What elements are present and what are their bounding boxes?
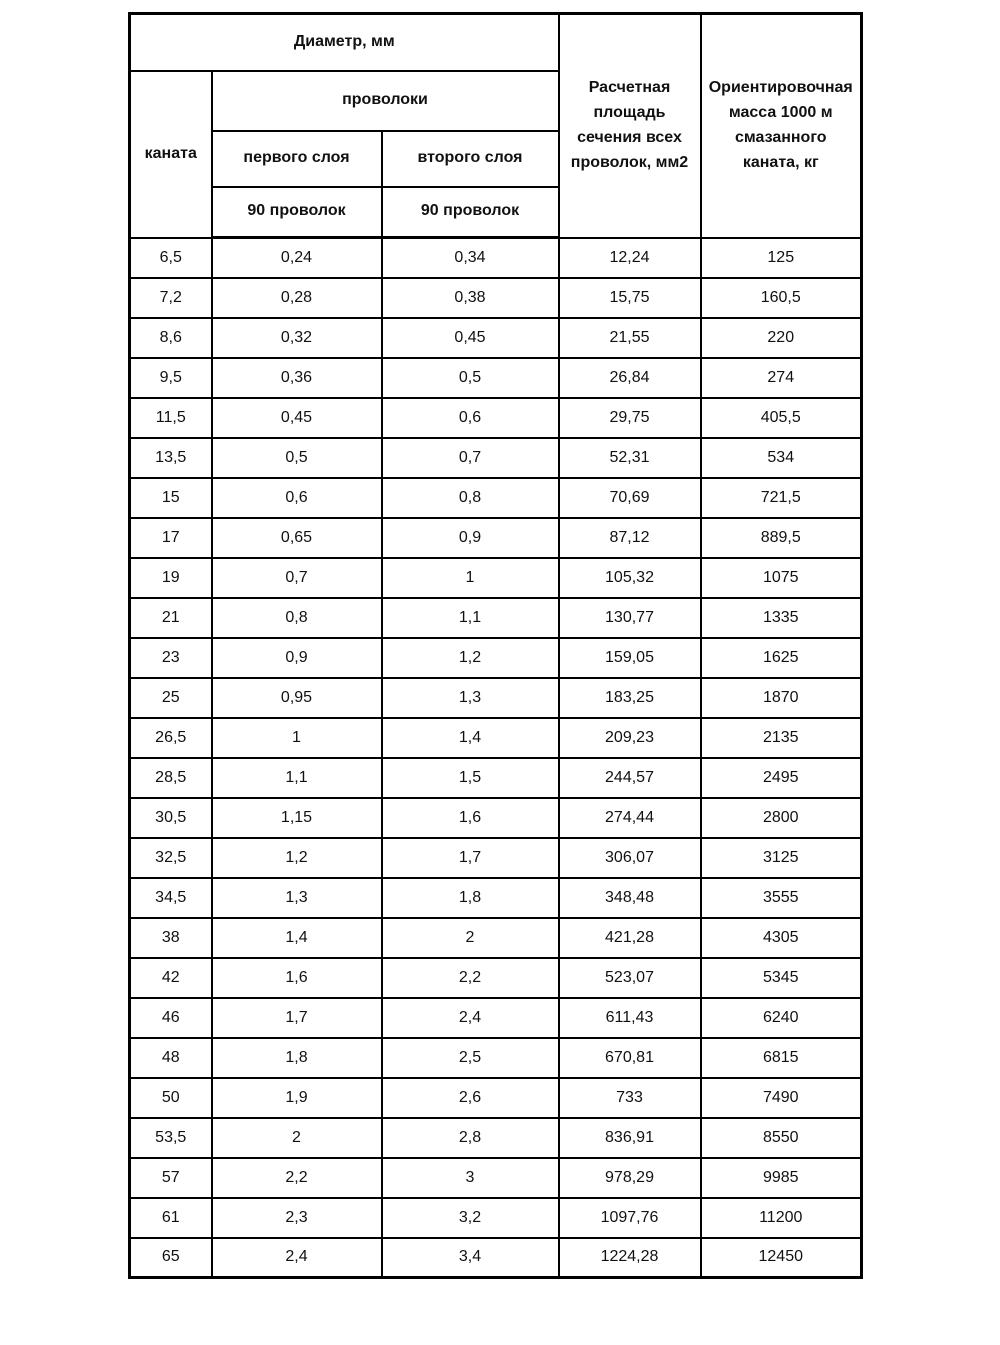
cell-mass: 3125 (701, 838, 862, 878)
cell-first-layer-wire-diameter: 2,2 (212, 1158, 382, 1198)
table-row (130, 598, 862, 638)
cell-section-area: 733 (559, 1078, 701, 1118)
cell-rope-diameter: 25 (130, 678, 212, 718)
cell-first-layer-wire-diameter: 0,36 (212, 358, 382, 398)
cell-rope-diameter: 32,5 (130, 838, 212, 878)
cell-mass: 2495 (701, 758, 862, 798)
cell-second-layer-wire-diameter: 0,45 (382, 318, 559, 358)
table-row (130, 1198, 862, 1238)
table-row (130, 878, 862, 918)
cell-second-layer-wire-diameter: 0,9 (382, 518, 559, 558)
table-row (130, 398, 862, 438)
cell-mass: 7490 (701, 1078, 862, 1118)
cell-second-layer-wire-diameter: 0,34 (382, 238, 559, 278)
table-row (130, 318, 862, 358)
cell-mass: 6815 (701, 1038, 862, 1078)
cell-mass: 534 (701, 438, 862, 478)
table-row (130, 758, 862, 798)
cell-first-layer-wire-diameter: 1,1 (212, 758, 382, 798)
header-second-layer-wire-count: 90 проволок (382, 187, 559, 238)
cell-section-area: 130,77 (559, 598, 701, 638)
header-wires-group: проволоки (212, 71, 559, 131)
cell-mass: 721,5 (701, 478, 862, 518)
table-body (130, 238, 862, 1278)
cell-section-area: 209,23 (559, 718, 701, 758)
cell-rope-diameter: 38 (130, 918, 212, 958)
cell-mass: 2800 (701, 798, 862, 838)
cell-second-layer-wire-diameter: 0,7 (382, 438, 559, 478)
cell-first-layer-wire-diameter: 2,4 (212, 1238, 382, 1278)
cell-mass: 4305 (701, 918, 862, 958)
cell-second-layer-wire-diameter: 3 (382, 1158, 559, 1198)
cell-mass: 274 (701, 358, 862, 398)
cell-second-layer-wire-diameter: 1,1 (382, 598, 559, 638)
cell-rope-diameter: 19 (130, 558, 212, 598)
cell-first-layer-wire-diameter: 0,32 (212, 318, 382, 358)
cell-rope-diameter: 34,5 (130, 878, 212, 918)
table-header (130, 14, 862, 238)
table-row (130, 478, 862, 518)
cell-second-layer-wire-diameter: 1,2 (382, 638, 559, 678)
cell-rope-diameter: 8,6 (130, 318, 212, 358)
rope-spec-table-container (128, 12, 863, 1279)
cell-rope-diameter: 7,2 (130, 278, 212, 318)
cell-second-layer-wire-diameter: 0,5 (382, 358, 559, 398)
cell-rope-diameter: 61 (130, 1198, 212, 1238)
cell-first-layer-wire-diameter: 1,7 (212, 998, 382, 1038)
cell-second-layer-wire-diameter: 1 (382, 558, 559, 598)
cell-section-area: 421,28 (559, 918, 701, 958)
cell-section-area: 274,44 (559, 798, 701, 838)
cell-rope-diameter: 15 (130, 478, 212, 518)
cell-mass: 1625 (701, 638, 862, 678)
cell-rope-diameter: 46 (130, 998, 212, 1038)
header-first-layer: первого слоя (212, 131, 382, 187)
cell-section-area: 52,31 (559, 438, 701, 478)
rope-spec-table (128, 12, 863, 1279)
cell-rope-diameter: 17 (130, 518, 212, 558)
table-row (130, 1038, 862, 1078)
cell-second-layer-wire-diameter: 1,6 (382, 798, 559, 838)
cell-first-layer-wire-diameter: 0,5 (212, 438, 382, 478)
cell-first-layer-wire-diameter: 0,8 (212, 598, 382, 638)
cell-rope-diameter: 30,5 (130, 798, 212, 838)
cell-rope-diameter: 28,5 (130, 758, 212, 798)
cell-first-layer-wire-diameter: 0,9 (212, 638, 382, 678)
table-row (130, 998, 862, 1038)
table-row (130, 518, 862, 558)
cell-mass: 1075 (701, 558, 862, 598)
cell-second-layer-wire-diameter: 2,5 (382, 1038, 559, 1078)
cell-first-layer-wire-diameter: 1,2 (212, 838, 382, 878)
cell-rope-diameter: 13,5 (130, 438, 212, 478)
cell-section-area: 611,43 (559, 998, 701, 1038)
cell-rope-diameter: 65 (130, 1238, 212, 1278)
cell-second-layer-wire-diameter: 2,4 (382, 998, 559, 1038)
cell-first-layer-wire-diameter: 1,15 (212, 798, 382, 838)
cell-mass: 8550 (701, 1118, 862, 1158)
cell-section-area: 183,25 (559, 678, 701, 718)
cell-first-layer-wire-diameter: 0,28 (212, 278, 382, 318)
table-row (130, 358, 862, 398)
cell-first-layer-wire-diameter: 0,6 (212, 478, 382, 518)
cell-section-area: 1097,76 (559, 1198, 701, 1238)
cell-mass: 11200 (701, 1198, 862, 1238)
cell-second-layer-wire-diameter: 3,4 (382, 1238, 559, 1278)
cell-mass: 125 (701, 238, 862, 278)
cell-section-area: 15,75 (559, 278, 701, 318)
header-mass-column: Ориентировочная масса 1000 м смазанного каната, кг (701, 14, 862, 238)
cell-mass: 405,5 (701, 398, 862, 438)
cell-section-area: 306,07 (559, 838, 701, 878)
cell-second-layer-wire-diameter: 1,7 (382, 838, 559, 878)
cell-section-area: 978,29 (559, 1158, 701, 1198)
table-row (130, 1118, 862, 1158)
cell-second-layer-wire-diameter: 3,2 (382, 1198, 559, 1238)
cell-second-layer-wire-diameter: 2,6 (382, 1078, 559, 1118)
cell-mass: 220 (701, 318, 862, 358)
cell-mass: 2135 (701, 718, 862, 758)
cell-first-layer-wire-diameter: 1 (212, 718, 382, 758)
cell-first-layer-wire-diameter: 1,3 (212, 878, 382, 918)
cell-mass: 160,5 (701, 278, 862, 318)
table-row (130, 238, 862, 278)
table-row (130, 838, 862, 878)
cell-rope-diameter: 11,5 (130, 398, 212, 438)
cell-first-layer-wire-diameter: 0,7 (212, 558, 382, 598)
cell-section-area: 105,32 (559, 558, 701, 598)
cell-first-layer-wire-diameter: 2 (212, 1118, 382, 1158)
cell-mass: 5345 (701, 958, 862, 998)
header-diameter-group: Диаметр, мм (130, 14, 559, 71)
cell-rope-diameter: 9,5 (130, 358, 212, 398)
table-row (130, 1238, 862, 1278)
cell-mass: 889,5 (701, 518, 862, 558)
header-first-layer-wire-count: 90 проволок (212, 187, 382, 238)
cell-second-layer-wire-diameter: 1,8 (382, 878, 559, 918)
cell-mass: 9985 (701, 1158, 862, 1198)
table-row (130, 638, 862, 678)
table-row (130, 678, 862, 718)
cell-section-area: 26,84 (559, 358, 701, 398)
cell-section-area: 70,69 (559, 478, 701, 518)
cell-rope-diameter: 50 (130, 1078, 212, 1118)
table-row (130, 558, 862, 598)
table-row (130, 1158, 862, 1198)
table-row (130, 718, 862, 758)
cell-section-area: 12,24 (559, 238, 701, 278)
cell-mass: 1870 (701, 678, 862, 718)
table-row (130, 958, 862, 998)
cell-mass: 3555 (701, 878, 862, 918)
cell-rope-diameter: 57 (130, 1158, 212, 1198)
cell-second-layer-wire-diameter: 1,4 (382, 718, 559, 758)
cell-section-area: 523,07 (559, 958, 701, 998)
table-row (130, 918, 862, 958)
cell-second-layer-wire-diameter: 0,8 (382, 478, 559, 518)
cell-rope-diameter: 6,5 (130, 238, 212, 278)
cell-second-layer-wire-diameter: 2 (382, 918, 559, 958)
table-row (130, 798, 862, 838)
cell-mass: 1335 (701, 598, 862, 638)
cell-section-area: 29,75 (559, 398, 701, 438)
header-rope-column: каната (130, 71, 212, 238)
cell-section-area: 670,81 (559, 1038, 701, 1078)
cell-section-area: 159,05 (559, 638, 701, 678)
cell-first-layer-wire-diameter: 1,6 (212, 958, 382, 998)
table-row (130, 278, 862, 318)
cell-section-area: 244,57 (559, 758, 701, 798)
cell-section-area: 836,91 (559, 1118, 701, 1158)
table-row (130, 1078, 862, 1118)
cell-second-layer-wire-diameter: 2,2 (382, 958, 559, 998)
cell-rope-diameter: 23 (130, 638, 212, 678)
cell-first-layer-wire-diameter: 2,3 (212, 1198, 382, 1238)
header-second-layer: второго слоя (382, 131, 559, 187)
cell-rope-diameter: 48 (130, 1038, 212, 1078)
cell-first-layer-wire-diameter: 1,9 (212, 1078, 382, 1118)
cell-rope-diameter: 53,5 (130, 1118, 212, 1158)
cell-section-area: 21,55 (559, 318, 701, 358)
cell-mass: 12450 (701, 1238, 862, 1278)
cell-section-area: 348,48 (559, 878, 701, 918)
cell-second-layer-wire-diameter: 2,8 (382, 1118, 559, 1158)
cell-second-layer-wire-diameter: 1,5 (382, 758, 559, 798)
cell-first-layer-wire-diameter: 1,8 (212, 1038, 382, 1078)
cell-first-layer-wire-diameter: 1,4 (212, 918, 382, 958)
cell-second-layer-wire-diameter: 0,6 (382, 398, 559, 438)
cell-first-layer-wire-diameter: 0,24 (212, 238, 382, 278)
cell-rope-diameter: 42 (130, 958, 212, 998)
cell-rope-diameter: 26,5 (130, 718, 212, 758)
header-area-column: Расчетная площадь сечения всех проволок, мм2 (559, 14, 701, 238)
table-row (130, 438, 862, 478)
cell-first-layer-wire-diameter: 0,65 (212, 518, 382, 558)
cell-section-area: 1224,28 (559, 1238, 701, 1278)
cell-second-layer-wire-diameter: 0,38 (382, 278, 559, 318)
cell-mass: 6240 (701, 998, 862, 1038)
cell-first-layer-wire-diameter: 0,95 (212, 678, 382, 718)
cell-second-layer-wire-diameter: 1,3 (382, 678, 559, 718)
cell-first-layer-wire-diameter: 0,45 (212, 398, 382, 438)
cell-section-area: 87,12 (559, 518, 701, 558)
cell-rope-diameter: 21 (130, 598, 212, 638)
